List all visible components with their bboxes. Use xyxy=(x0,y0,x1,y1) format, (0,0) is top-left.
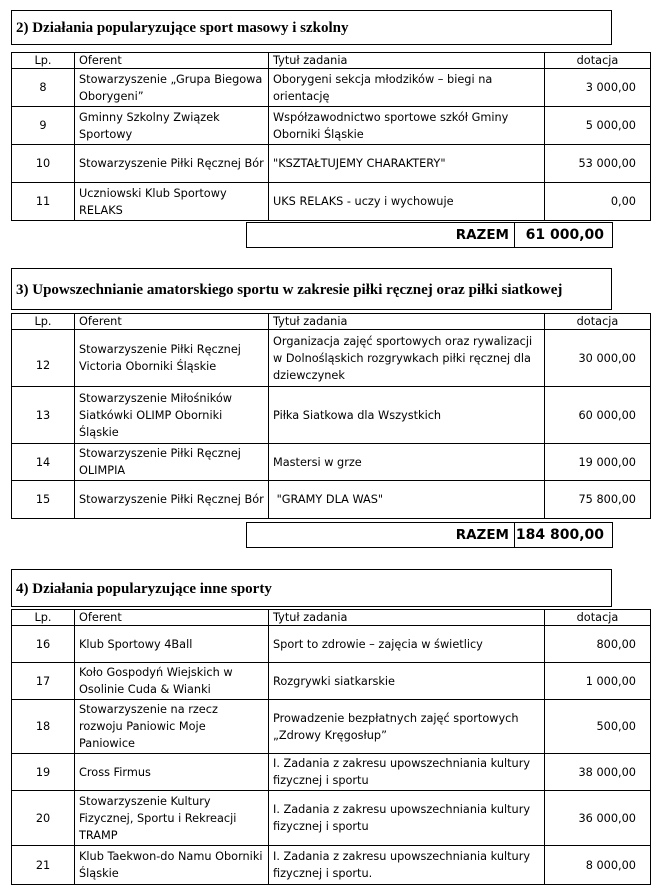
total-row xyxy=(246,522,613,548)
cell-oferent: Stowarzyszenie na rzecz rozwoju Paniowic Moje Paniowice xyxy=(75,700,269,754)
header-tytul: Tytuł zadania xyxy=(269,53,545,69)
header-dotacja: dotacja xyxy=(545,610,651,626)
cell-dotacja: 8 000,00 xyxy=(545,846,651,885)
cell-lp: 16 xyxy=(12,626,75,663)
cell-lp: 15 xyxy=(12,481,75,519)
cell-tytul: Piłka Siatkowa dla Wszystkich xyxy=(269,387,545,444)
table-row xyxy=(12,791,651,846)
cell-lp: 14 xyxy=(12,444,75,481)
table-header-row xyxy=(12,610,651,626)
table-row xyxy=(12,145,651,183)
table-row xyxy=(12,754,651,791)
table-row xyxy=(12,69,651,107)
section-title: 4) Działania popularyzujące inne sporty xyxy=(11,569,612,607)
header-lp: Lp. xyxy=(12,53,75,69)
table-row xyxy=(12,107,651,145)
total-label: RAZEM xyxy=(247,523,515,547)
section-title: 3) Upowszechnianie amatorskiego sportu w zakresie piłki ręcznej oraz piłki siatkowej xyxy=(11,268,612,310)
table-row xyxy=(12,444,651,481)
cell-oferent: Klub Taekwon-do Namu Oborniki Śląskie xyxy=(75,846,269,885)
cell-tytul: Oborygeni sekcja młodzików – biegi na orientację xyxy=(269,69,545,107)
cell-tytul: Sport to zdrowie – zajęcia w świetlicy xyxy=(269,626,545,663)
cell-dotacja: 38 000,00 xyxy=(545,754,651,791)
table-row xyxy=(12,663,651,700)
cell-dotacja: 500,00 xyxy=(545,700,651,754)
header-dotacja: dotacja xyxy=(545,53,651,69)
cell-oferent: Stowarzyszenie Miłośników Siatkówki OLIMP Oborniki Śląskie xyxy=(75,387,269,444)
table-row xyxy=(12,330,651,387)
table-header-row xyxy=(12,53,651,69)
cell-tytul: UKS RELAKS - uczy i wychowuje xyxy=(269,183,545,221)
table-row xyxy=(12,700,651,754)
cell-dotacja: 75 800,00 xyxy=(545,481,651,519)
table-header-row xyxy=(12,314,651,330)
header-tytul: Tytuł zadania xyxy=(269,610,545,626)
cell-tytul: Mastersi w grze xyxy=(269,444,545,481)
cell-tytul: Rozgrywki siatkarskie xyxy=(269,663,545,700)
header-oferent: Oferent xyxy=(75,610,269,626)
cell-oferent: Cross Firmus xyxy=(75,754,269,791)
header-dotacja: dotacja xyxy=(545,314,651,330)
total-value: 61 000,00 xyxy=(525,227,604,243)
cell-tytul: Organizacja zajęć sportowych oraz rywalizacji w Dolnośląskich rozgrywkach piłki ręcznej dla dziewczynek xyxy=(269,330,545,387)
total-value: 184 800,00 xyxy=(515,527,604,543)
cell-dotacja: 1 000,00 xyxy=(545,663,651,700)
cell-oferent: Uczniowski Klub Sportowy RELAKS xyxy=(75,183,269,221)
cell-dotacja: 5 000,00 xyxy=(545,107,651,145)
total-label: RAZEM xyxy=(247,223,515,247)
cell-lp: 18 xyxy=(12,700,75,754)
table-row xyxy=(12,387,651,444)
cell-oferent: Stowarzyszenie Piłki Ręcznej Victoria Oborniki Śląskie xyxy=(75,330,269,387)
cell-lp: 10 xyxy=(12,145,75,183)
cell-lp: 9 xyxy=(12,107,75,145)
cell-dotacja: 53 000,00 xyxy=(545,145,651,183)
table-row xyxy=(12,626,651,663)
cell-lp: 12 xyxy=(12,330,75,387)
cell-lp: 8 xyxy=(12,69,75,107)
cell-lp: 21 xyxy=(12,846,75,885)
table-row xyxy=(12,846,651,885)
cell-oferent: Gminny Szkolny Związek Sportowy xyxy=(75,107,269,145)
cell-dotacja: 30 000,00 xyxy=(545,330,651,387)
cell-tytul: "KSZTAŁTUJEMY CHARAKTERY" xyxy=(269,145,545,183)
grants-table xyxy=(11,609,651,885)
cell-dotacja: 19 000,00 xyxy=(545,444,651,481)
table-row xyxy=(12,481,651,519)
cell-tytul: I. Zadania z zakresu upowszechniania kultury fizycznej i sportu. xyxy=(269,846,545,885)
cell-oferent: Stowarzyszenie „Grupa Biegowa Oborygeni” xyxy=(75,69,269,107)
cell-oferent: Stowarzyszenie Piłki Ręcznej Bór xyxy=(75,481,269,519)
cell-oferent: Stowarzyszenie Kultury Fizycznej, Sportu i Rekreacji TRAMP xyxy=(75,791,269,846)
table-row xyxy=(12,183,651,221)
cell-oferent: Klub Sportowy 4Ball xyxy=(75,626,269,663)
cell-dotacja: 60 000,00 xyxy=(545,387,651,444)
cell-lp: 11 xyxy=(12,183,75,221)
cell-dotacja: 36 000,00 xyxy=(545,791,651,846)
cell-dotacja: 3 000,00 xyxy=(545,69,651,107)
header-oferent: Oferent xyxy=(75,314,269,330)
grants-table xyxy=(11,52,651,221)
cell-tytul: I. Zadania z zakresu upowszechniania kultury fizycznej i sportu xyxy=(269,754,545,791)
cell-oferent: Stowarzyszenie Piłki Ręcznej OLIMPIA xyxy=(75,444,269,481)
cell-dotacja: 0,00 xyxy=(545,183,651,221)
header-lp: Lp. xyxy=(12,610,75,626)
cell-lp: 20 xyxy=(12,791,75,846)
cell-tytul: Prowadzenie bezpłatnych zajęć sportowych „Zdrowy Kręgosłup” xyxy=(269,700,545,754)
cell-oferent: Koło Gospodyń Wiejskich w Osolinie Cuda & Wianki xyxy=(75,663,269,700)
cell-oferent: Stowarzyszenie Piłki Ręcznej Bór xyxy=(75,145,269,183)
grants-table xyxy=(11,313,651,519)
header-tytul: Tytuł zadania xyxy=(269,314,545,330)
header-lp: Lp. xyxy=(12,314,75,330)
cell-lp: 17 xyxy=(12,663,75,700)
header-oferent: Oferent xyxy=(75,53,269,69)
section-title: 2) Działania popularyzujące sport masowy i szkolny xyxy=(11,10,612,45)
cell-lp: 19 xyxy=(12,754,75,791)
cell-dotacja: 800,00 xyxy=(545,626,651,663)
cell-tytul: Współzawodnictwo sportowe szkół Gminy Oborniki Śląskie xyxy=(269,107,545,145)
cell-tytul: "GRAMY DLA WAS" xyxy=(269,481,545,519)
total-row xyxy=(246,222,613,248)
cell-tytul: I. Zadania z zakresu upowszechniania kultury fizycznej i sportu xyxy=(269,791,545,846)
cell-lp: 13 xyxy=(12,387,75,444)
